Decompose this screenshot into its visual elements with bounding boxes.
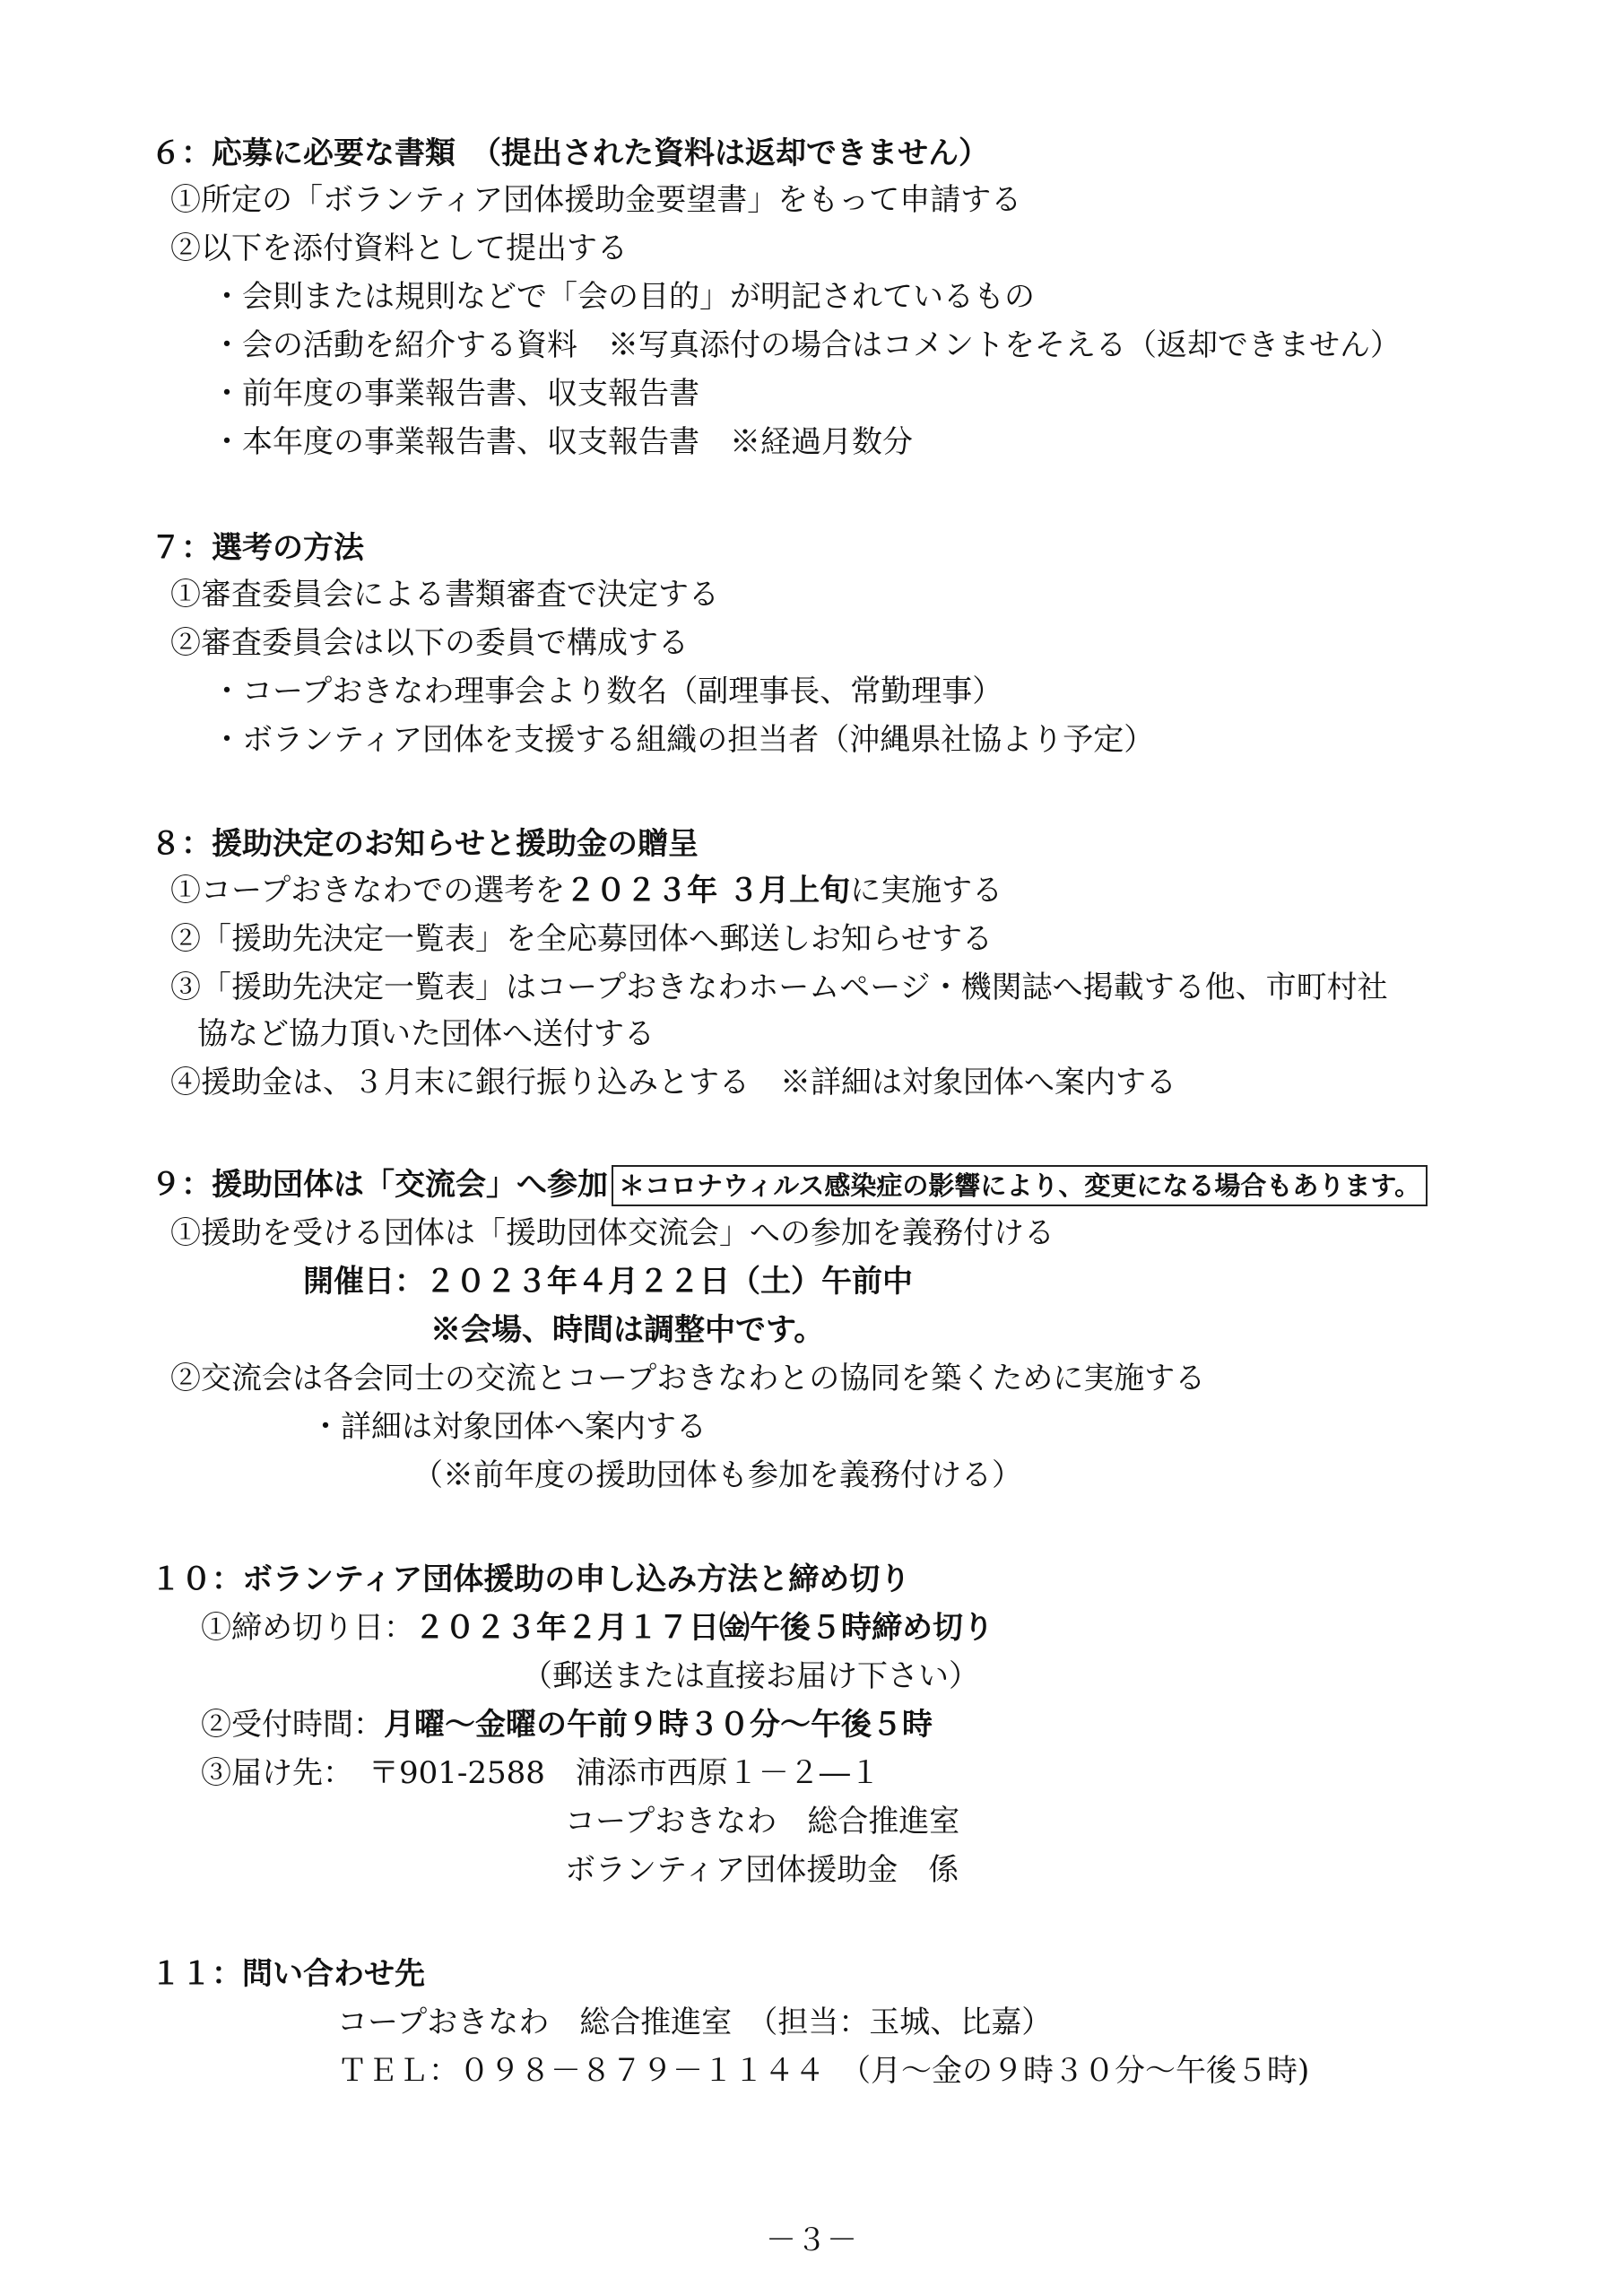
covid-notice-box: ＊コロナウィルス感染症の影響により、変更になる場合もあります。 — [612, 1165, 1428, 1206]
selection-date: ２０２３年 ３月上旬 — [565, 873, 851, 909]
deadline-label: ①締め切り日： — [201, 1610, 414, 1646]
deadline-row — [201, 1607, 994, 1648]
section-9-item-1: ①援助を受ける団体は「援助団体交流会」への参加を義務付ける — [170, 1215, 1055, 1251]
section-6-heading: ６：応募に必要な書類 （提出された資料は返却できません） — [151, 135, 989, 171]
section-7-bullet-2: ・ボランティア団体を支援する組織の担当者（沖縄県社協より予定） — [212, 722, 1155, 758]
section-9-bullet-1: ・詳細は対象団体へ案内する — [310, 1409, 707, 1445]
section-9-item-2: ②交流会は各会同士の交流とコープおきなわとの協同を築くために実施する — [170, 1361, 1206, 1396]
section-8-item-2: ②「援助先決定一覧表」を全応募団体へ郵送しお知らせする — [170, 921, 993, 957]
section-6-bullet-2: ・会の活動を紹介する資料 ※写真添付の場合はコメントをそえる（返却できません） — [212, 327, 1401, 363]
section-7-bullet-1: ・コープおきなわ理事会より数名（副理事長、常勤理事） — [212, 674, 1003, 709]
section-9-heading: ９：援助団体は「交流会」へ参加 — [151, 1167, 608, 1203]
section-7-item-1: ①審査委員会による書類審査で決定する — [170, 577, 719, 613]
reception-hours-label: ②受付時間： — [201, 1707, 384, 1743]
reception-hours-row — [201, 1704, 933, 1745]
delivery-department: コープおきなわ 総合推進室 — [565, 1804, 960, 1839]
section-6-bullet-1: ・会則または規則などで「会の目的」が明記されているもの — [212, 279, 1035, 315]
venue-notice: ※会場、時間は調整中です。 — [430, 1312, 825, 1348]
section-8-item-1 — [170, 870, 1002, 911]
section-8-item-3: ③「援助先決定一覧表」はコープおきなわホームページ・機関誌へ掲載する他、市町村社 — [170, 970, 1388, 1005]
contact-phone: ＴＥＬ：０９８－８７９－１１４４ （月～金の９時３０分～午後５時) — [337, 2053, 1310, 2089]
section-10-heading: １０：ボランティア団体援助の申し込み方法と締め切り — [151, 1561, 911, 1597]
section-6-item-1: ①所定の「ボランティア団体援助金要望書」をもって申請する — [170, 182, 1022, 218]
section-8-item-3-cont: 協など協力頂いた団体へ送付する — [197, 1016, 655, 1052]
section-9-bullet-2: （※前年度の援助団体も参加を義務付ける） — [412, 1457, 1022, 1493]
delivery-attention: ボランティア団体援助金 係 — [565, 1852, 959, 1888]
contact-department: コープおきなわ 総合推進室 （担当：玉城、比嘉） — [337, 2005, 1053, 2040]
section-7-item-2: ②審査委員会は以下の委員で構成する — [170, 625, 689, 661]
section-8-heading: ８：援助決定のお知らせと援助金の贈呈 — [151, 826, 699, 862]
section-6-bullet-4: ・本年度の事業報告書、収支報告書 ※経過月数分 — [212, 424, 913, 460]
section-7-heading: ７：選考の方法 — [151, 530, 364, 566]
delivery-address: ③届け先： 〒901-2588 浦添市西原１－２―１ — [201, 1755, 881, 1791]
section-11-heading: １１：問い合わせ先 — [151, 1956, 425, 1992]
section-6-item-2: ②以下を添付資料として提出する — [170, 230, 628, 266]
deadline-note: （郵送または直接お届け下さい） — [522, 1658, 979, 1694]
page-number: －３－ — [766, 2222, 857, 2258]
section-8-item-1-text: ①コープおきなわでの選考を — [170, 873, 566, 909]
exchange-meeting-date: 開催日：２０２３年４月２２日（土）午前中 — [303, 1264, 913, 1300]
reception-hours-value: 月曜～金曜の午前９時３０分～午後５時 — [384, 1707, 933, 1743]
deadline-value: ２０２３年２月１７日㈮午後５時締め切り — [414, 1610, 994, 1646]
section-8-item-4: ④援助金は、３月末に銀行振り込みとする ※詳細は対象団体へ案内する — [170, 1065, 1176, 1100]
section-8-item-1-tail: に実施する — [850, 873, 1003, 909]
section-6-bullet-3: ・前年度の事業報告書、収支報告書 — [212, 376, 699, 412]
section-9-heading-row — [151, 1164, 1428, 1206]
